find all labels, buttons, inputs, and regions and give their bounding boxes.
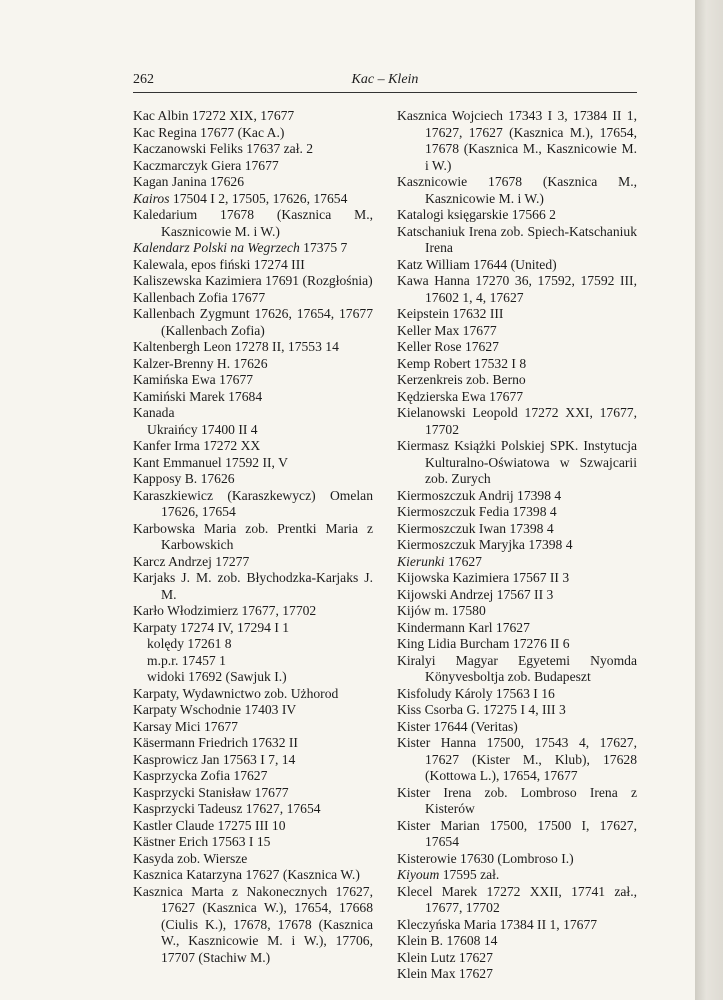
entry-term: Katz William 17644 (United): [397, 256, 557, 272]
page-number: 262: [133, 72, 154, 87]
index-entry: [397, 917, 637, 934]
index-entry: [397, 686, 637, 703]
entry-term: Kasprzycka Zofia 17627: [133, 768, 268, 783]
index-entry: [397, 339, 637, 356]
entry-term: Karpaty Wschodnie 17403 IV: [133, 702, 297, 717]
entry-term: Kasprzycki Tadeusz 17627, 17654: [133, 801, 321, 816]
index-entry: [133, 471, 373, 488]
index-entry: [397, 702, 637, 719]
index-entry: [133, 603, 373, 620]
index-entry: [397, 620, 637, 637]
entry-reference: 17375 7: [299, 240, 348, 255]
entry-term: Kasyda zob. Wiersze: [133, 850, 248, 866]
page-edge: [695, 0, 723, 1000]
index-entry: [133, 653, 373, 670]
entry-term: Kierunki: [397, 553, 445, 569]
index-entry: [133, 669, 373, 686]
index-entry: [133, 801, 373, 818]
index-entry: [397, 257, 637, 274]
index-entry: [133, 702, 373, 719]
entry-term: Kister 17644 (Veritas): [397, 718, 518, 734]
entry-term: Kamińska Ewa 17677: [133, 372, 254, 387]
entry-term: Klecel Marek 17272 XXII, 17741 zał., 17677, 17702: [397, 883, 637, 915]
index-entry: [397, 867, 637, 884]
entry-term: Kisfoludy Károly 17563 I 16: [397, 685, 555, 701]
index-entry: [397, 884, 637, 917]
index-entry: [133, 867, 373, 884]
index-entry: [397, 323, 637, 340]
entry-term: Karsay Mici 17677: [133, 718, 238, 734]
entry-term: Kiralyi Magyar Egyetemi Nyomda Könyvesboltja zob. Budapeszt: [397, 652, 637, 684]
index-entry: [133, 339, 373, 356]
index-entry: [133, 422, 373, 439]
index-entry: [397, 372, 637, 389]
index-entry: [397, 570, 637, 587]
index-entry: [133, 240, 373, 257]
index-entry: [397, 488, 637, 505]
index-entry: [133, 174, 373, 191]
entry-reference: 17595 zał.: [439, 867, 500, 882]
entry-term: Karpaty 17274 IV, 17294 I 1: [133, 619, 290, 635]
index-entry: [133, 752, 373, 769]
entry-term: Kastler Claude 17275 III 10: [133, 817, 286, 833]
index-entry: [397, 933, 637, 950]
index-entry: [397, 356, 637, 373]
entry-term: Kaczmarczyk Giera 17677: [133, 157, 279, 173]
index-entry: [397, 636, 637, 653]
entry-term: Katschaniuk Irena zob. Spiech-Katschaniuk Irena: [397, 223, 637, 255]
entry-reference: 17627: [444, 553, 482, 569]
entry-term: Kasprowicz Jan 17563 I 7, 14: [133, 751, 296, 767]
index-entry: [397, 405, 637, 438]
index-entry: [133, 273, 373, 290]
index-entry: [397, 554, 637, 571]
index-entry: [397, 785, 637, 818]
entry-term: Kleczyńska Maria 17384 II 1, 17677: [397, 916, 598, 932]
index-entry: [133, 735, 373, 752]
entry-term: Kasprzycki Stanisław 17677: [133, 784, 289, 800]
entry-term: Kallenbach Zofia 17677: [133, 289, 266, 305]
entry-term: Klein Max 17627: [397, 966, 493, 981]
entry-term: Kalzer-Brenny H. 17626: [133, 355, 268, 371]
entry-term: Kasznica Katarzyna 17627 (Kasznica W.): [133, 867, 360, 882]
index-entry: [397, 603, 637, 620]
index-entry: [133, 356, 373, 373]
entry-reference: 17504 I 2, 17505, 17626, 17654: [169, 190, 348, 206]
index-entry: [133, 521, 373, 554]
entry-term: Kaltenbergh Leon 17278 II, 17553 14: [133, 339, 339, 354]
index-entry: [133, 719, 373, 736]
entry-term: Kijów m. 17580: [397, 603, 486, 618]
entry-term: Kalewala, epos fiński 17274 III: [133, 256, 305, 272]
entry-term: Kisterowie 17630 (Lombroso I.): [397, 850, 574, 866]
index-entry: [397, 521, 637, 538]
index-entry: [133, 389, 373, 406]
entry-term: widoki 17692 (Sawjuk I.): [147, 669, 287, 684]
entry-term: Kijowska Kazimiera 17567 II 3: [397, 570, 570, 585]
index-entry: [397, 950, 637, 967]
entry-term: Kanfer Irma 17272 XX: [133, 438, 261, 453]
entry-term: m.p.r. 17457 1: [147, 652, 226, 668]
entry-term: Keller Rose 17627: [397, 339, 499, 354]
index-entry: [133, 570, 373, 603]
index-entry: [133, 438, 373, 455]
index-entry: [133, 834, 373, 851]
entry-term: Kiermasz Książki Polskiej SPK. Instytucja Kulturalno-Oświatowa w Szwajcarii zob. Zurych: [397, 438, 637, 486]
entry-term: Kijowski Andrzej 17567 II 3: [397, 586, 554, 602]
index-column-right: [397, 108, 637, 983]
entry-term: Kanada: [133, 405, 175, 420]
index-entry: [397, 306, 637, 323]
index-entry: [133, 851, 373, 868]
entry-term: Kister Hanna 17500, 17543 4, 17627, 17627 (Kister M., Klub), 17628 (Kottowa L.), 17654, 17677: [397, 735, 637, 783]
running-head: Kac – Klein: [351, 72, 419, 87]
entry-term: King Lidia Burcham 17276 II 6: [397, 636, 570, 651]
index-entry: [133, 372, 373, 389]
index-entry: [133, 818, 373, 835]
index-entry: [397, 108, 637, 174]
entry-term: Kister Marian 17500, 17500 I, 17627, 17654: [397, 817, 637, 849]
entry-term: Kiermoszczuk Fedia 17398 4: [397, 504, 557, 519]
entry-term: Kaledarium 17678 (Kasznica M., Kasznicowie M. i W.): [133, 207, 373, 239]
entry-term: Karło Włodzimierz 17677, 17702: [133, 603, 317, 618]
entry-term: Kagan Janina 17626: [133, 174, 244, 189]
entry-term: Kasznicowie 17678 (Kasznica M., Kasznicowie M. i W.): [397, 174, 637, 206]
entry-term: Kairos: [133, 190, 170, 206]
entry-term: Kallenbach Zygmunt 17626, 17654, 17677 (Kallenbach Zofia): [133, 306, 373, 338]
index-entry: [397, 207, 637, 224]
index-entry: [133, 636, 373, 653]
entry-term: Kasznica Wojciech 17343 I 3, 17384 II 1, 17627, 17627 (Kasznica M.), 17654, 17678 (Kasznica M., Kasznicowie M. i W.): [397, 108, 637, 173]
index-entry: [397, 174, 637, 207]
index-column-left: [133, 108, 373, 966]
entry-term: Kamiński Marek 17684: [133, 388, 263, 404]
index-entry: [133, 405, 373, 422]
entry-term: Kästner Erich 17563 I 15: [133, 834, 271, 849]
entry-term: Kędzierska Ewa 17677: [397, 388, 524, 404]
entry-term: Katalogi księgarskie 17566 2: [397, 207, 556, 222]
index-entry: [133, 191, 373, 208]
index-entry: [133, 768, 373, 785]
index-entry: [133, 554, 373, 571]
index-entry: [397, 504, 637, 521]
index-entry: [397, 851, 637, 868]
index-entry: [133, 686, 373, 703]
entry-term: Kiyoum: [397, 867, 440, 882]
entry-term: Klein Lutz 17627: [397, 949, 493, 965]
index-entry: [133, 108, 373, 125]
index-entry: [133, 290, 373, 307]
entry-term: Kalendarz Polski na Wegrzech: [133, 240, 300, 255]
entry-term: Keipstein 17632 III: [397, 306, 504, 321]
index-entry: [397, 389, 637, 406]
index-entry: [133, 158, 373, 175]
entry-term: Kasznica Marta z Nakonecznych 17627, 17627 (Kasznica W.), 17654, 17668 (Ciulis K.), 17678, 17678 (Kasznica W., Kasznicowie M. i W.), 17706, 17707 (Stachiw M.): [133, 883, 373, 965]
entry-term: Karbowska Maria zob. Prentki Maria z Karbowskich: [133, 520, 373, 552]
index-entry: [133, 125, 373, 142]
index-entry: [397, 735, 637, 785]
index-entry: [397, 224, 637, 257]
entry-term: Kawa Hanna 17270 36, 17592, 17592 III, 17602 1, 4, 17627: [397, 273, 637, 305]
entry-term: Kister Irena zob. Lombroso Irena z Kisterów: [397, 784, 637, 816]
index-entry: [397, 438, 637, 488]
entry-term: Ukraińcy 17400 II 4: [147, 421, 258, 437]
entry-term: Kapposy B. 17626: [133, 471, 235, 486]
index-entry: [133, 257, 373, 274]
entry-term: Kielanowski Leopold 17272 XXI, 17677, 17702: [397, 405, 637, 437]
entry-term: Käsermann Friedrich 17632 II: [133, 735, 298, 750]
page-header: [133, 72, 637, 93]
entry-term: Kaliszewska Kazimiera 17691 (Rozgłośnia): [133, 273, 373, 288]
entry-term: Kerzenkreis zob. Berno: [397, 372, 526, 387]
index-entry: [133, 488, 373, 521]
entry-term: Kiermoszczuk Iwan 17398 4: [397, 520, 554, 536]
entry-term: Kant Emmanuel 17592 II, V: [133, 454, 288, 470]
entry-term: Kiermoszczuk Maryjka 17398 4: [397, 537, 573, 552]
index-entry: [397, 966, 637, 983]
entry-term: Kaczanowski Feliks 17637 zał. 2: [133, 141, 314, 156]
index-entry: [397, 537, 637, 554]
index-entry: [133, 620, 373, 637]
entry-term: Karjaks J. M. zob. Błychodzka-Karjaks J. M.: [133, 570, 373, 602]
entry-term: Karpaty, Wydawnictwo zob. Użhorod: [133, 685, 339, 701]
entry-term: kolędy 17261 8: [147, 636, 232, 651]
index-entry: [133, 207, 373, 240]
index-entry: [133, 455, 373, 472]
index-entry: [397, 273, 637, 306]
index-entry: [133, 884, 373, 967]
index-entry: [133, 306, 373, 339]
entry-term: Karaszkiewicz (Karaszkewycz) Omelan 17626, 17654: [133, 487, 373, 519]
index-entry: [397, 818, 637, 851]
entry-term: Karcz Andrzej 17277: [133, 553, 250, 569]
entry-term: Kindermann Karl 17627: [397, 619, 530, 635]
entry-term: Keller Max 17677: [397, 322, 497, 338]
entry-term: Kemp Robert 17532 I 8: [397, 355, 527, 371]
index-entry: [397, 653, 637, 686]
index-entry: [397, 719, 637, 736]
entry-term: Kiermoszczuk Andrij 17398 4: [397, 487, 562, 503]
entry-term: Kiss Csorba G. 17275 I 4, III 3: [397, 702, 566, 717]
entry-term: Klein B. 17608 14: [397, 933, 498, 948]
index-entry: [133, 785, 373, 802]
index-entry: [133, 141, 373, 158]
entry-term: Kac Albin 17272 XIX, 17677: [133, 108, 295, 123]
entry-term: Kac Regina 17677 (Kac A.): [133, 124, 285, 140]
index-entry: [397, 587, 637, 604]
